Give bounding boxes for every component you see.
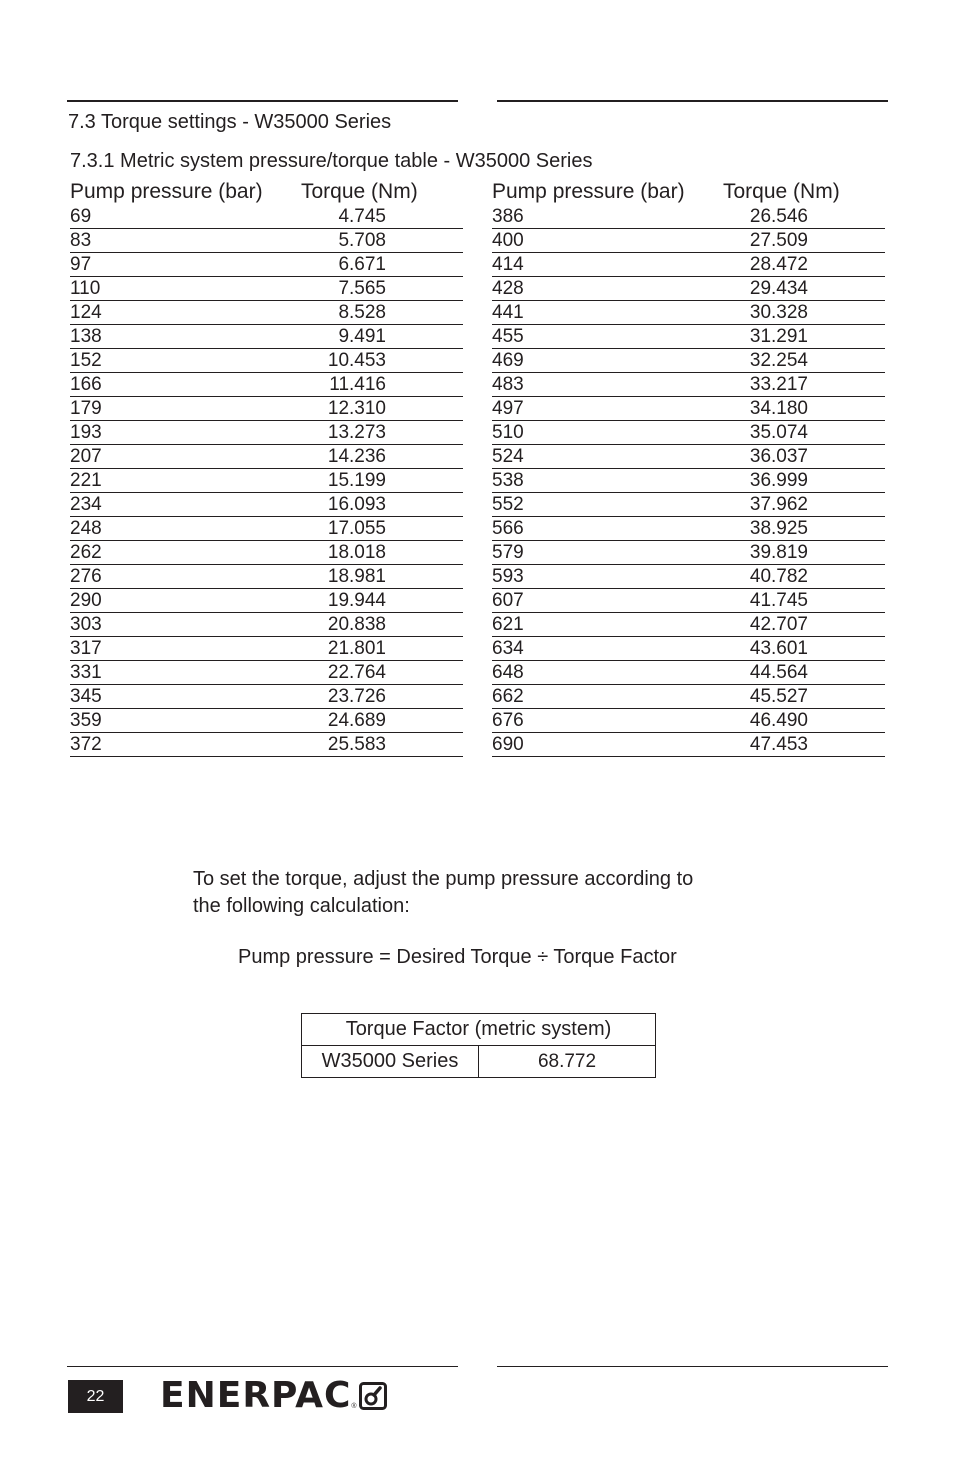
torque-cell: 17.055 — [301, 517, 463, 541]
pressure-cell: 138 — [70, 325, 301, 349]
pressure-cell: 193 — [70, 421, 301, 445]
table-row — [70, 445, 463, 469]
table-row — [70, 613, 463, 637]
pressure-cell: 455 — [492, 325, 723, 349]
table-row — [492, 517, 885, 541]
table-row — [492, 589, 885, 613]
table-row — [492, 277, 885, 301]
pressure-cell: 428 — [492, 277, 723, 301]
pressure-cell: 97 — [70, 253, 301, 277]
torque-cell: 10.453 — [301, 349, 463, 373]
pressure-cell: 69 — [70, 205, 301, 229]
wrench-logo-icon — [359, 1382, 387, 1410]
pressure-cell: 593 — [492, 565, 723, 589]
table-row — [70, 589, 463, 613]
torque-cell: 8.528 — [301, 301, 463, 325]
table-row — [70, 349, 463, 373]
torque-cell: 9.491 — [301, 325, 463, 349]
pressure-cell: 469 — [492, 349, 723, 373]
instruction-line-1: To set the torque, adjust the pump pressure according to — [193, 868, 694, 890]
logo-registered-mark: ® — [351, 1403, 357, 1410]
torque-cell: 42.707 — [723, 613, 885, 637]
torque-factor-table — [301, 1013, 656, 1078]
table-row — [70, 637, 463, 661]
torque-cell: 5.708 — [301, 229, 463, 253]
pressure-cell: 579 — [492, 541, 723, 565]
pressure-cell: 483 — [492, 373, 723, 397]
pressure-cell: 386 — [492, 205, 723, 229]
pressure-cell: 538 — [492, 469, 723, 493]
table-row — [70, 469, 463, 493]
torque-cell: 40.782 — [723, 565, 885, 589]
pressure-cell: 414 — [492, 253, 723, 277]
torque-cell: 22.764 — [301, 661, 463, 685]
torque-cell: 33.217 — [723, 373, 885, 397]
formula-text: Pump pressure = Desired Torque ÷ Torque Factor — [238, 946, 677, 968]
table-row — [492, 349, 885, 373]
torque-cell: 20.838 — [301, 613, 463, 637]
instruction-text — [193, 866, 793, 920]
torque-cell: 31.291 — [723, 325, 885, 349]
table-row — [70, 733, 463, 757]
top-rule-left — [67, 100, 458, 102]
table-row — [492, 229, 885, 253]
footer-rule-left — [67, 1366, 458, 1367]
pressure-cell: 372 — [70, 733, 301, 757]
torque-cell: 18.981 — [301, 565, 463, 589]
page-number: 22 — [68, 1380, 123, 1413]
table-row — [492, 733, 885, 757]
table-row — [492, 661, 885, 685]
pressure-cell: 400 — [492, 229, 723, 253]
table-row — [492, 709, 885, 733]
torque-cell: 44.564 — [723, 661, 885, 685]
logo-wordmark: ENERPAC — [160, 1375, 352, 1416]
torque-cell: 16.093 — [301, 493, 463, 517]
table-row — [70, 517, 463, 541]
torque-cell: 45.527 — [723, 685, 885, 709]
torque-cell: 13.273 — [301, 421, 463, 445]
pressure-cell: 83 — [70, 229, 301, 253]
torque-cell: 35.074 — [723, 421, 885, 445]
torque-cell: 24.689 — [301, 709, 463, 733]
table-row — [492, 325, 885, 349]
table-row — [492, 421, 885, 445]
table-row — [70, 661, 463, 685]
torque-cell: 23.726 — [301, 685, 463, 709]
pressure-cell: 166 — [70, 373, 301, 397]
torque-cell: 21.801 — [301, 637, 463, 661]
pressure-cell: 621 — [492, 613, 723, 637]
table-row — [70, 493, 463, 517]
torque-cell: 14.236 — [301, 445, 463, 469]
table-row — [70, 253, 463, 277]
torque-cell: 12.310 — [301, 397, 463, 421]
enerpac-logo — [160, 1375, 387, 1416]
torque-cell: 26.546 — [723, 205, 885, 229]
torque-cell: 27.509 — [723, 229, 885, 253]
pressure-cell: 634 — [492, 637, 723, 661]
pressure-cell: 566 — [492, 517, 723, 541]
table-row — [492, 565, 885, 589]
table-row — [70, 541, 463, 565]
pressure-cell: 248 — [70, 517, 301, 541]
torque-cell: 43.601 — [723, 637, 885, 661]
table-row — [492, 301, 885, 325]
table-row — [492, 613, 885, 637]
pressure-cell: 290 — [70, 589, 301, 613]
table-row — [492, 205, 885, 229]
pressure-cell: 110 — [70, 277, 301, 301]
torque-cell: 47.453 — [723, 733, 885, 757]
pressure-cell: 221 — [70, 469, 301, 493]
pressure-cell: 303 — [70, 613, 301, 637]
pressure-cell: 524 — [492, 445, 723, 469]
table-row — [492, 469, 885, 493]
pressure-cell: 152 — [70, 349, 301, 373]
pressure-cell: 262 — [70, 541, 301, 565]
table-row — [70, 421, 463, 445]
pressure-cell: 124 — [70, 301, 301, 325]
table-row — [492, 493, 885, 517]
torque-cell: 19.944 — [301, 589, 463, 613]
torque-cell: 28.472 — [723, 253, 885, 277]
pressure-cell: 331 — [70, 661, 301, 685]
pressure-torque-table-right — [492, 179, 885, 757]
table-row — [70, 205, 463, 229]
table-row — [70, 685, 463, 709]
column-header-pressure: Pump pressure (bar) — [492, 180, 685, 203]
torque-cell: 41.745 — [723, 589, 885, 613]
table-row — [492, 397, 885, 421]
torque-cell: 39.819 — [723, 541, 885, 565]
pressure-torque-table-left — [70, 179, 463, 757]
pressure-cell: 648 — [492, 661, 723, 685]
torque-cell: 30.328 — [723, 301, 885, 325]
torque-cell: 18.018 — [301, 541, 463, 565]
pressure-cell: 207 — [70, 445, 301, 469]
torque-cell: 38.925 — [723, 517, 885, 541]
table-row — [70, 397, 463, 421]
subsection-heading: 7.3.1 Metric system pressure/torque table - W35000 Series — [70, 150, 593, 172]
pressure-cell: 607 — [492, 589, 723, 613]
top-rule-right — [497, 100, 888, 102]
torque-cell: 46.490 — [723, 709, 885, 733]
torque-cell: 37.962 — [723, 493, 885, 517]
torque-cell: 6.671 — [301, 253, 463, 277]
table-row — [70, 565, 463, 589]
table-row — [70, 709, 463, 733]
torque-factor-header: Torque Factor (metric system) — [302, 1014, 656, 1046]
torque-cell: 36.999 — [723, 469, 885, 493]
column-header-torque: Torque (Nm) — [301, 180, 418, 203]
pressure-cell: 662 — [492, 685, 723, 709]
pressure-cell: 276 — [70, 565, 301, 589]
torque-cell: 7.565 — [301, 277, 463, 301]
footer-rule-right — [497, 1366, 888, 1367]
table-row — [70, 229, 463, 253]
torque-cell: 32.254 — [723, 349, 885, 373]
torque-cell: 15.199 — [301, 469, 463, 493]
table-row — [70, 277, 463, 301]
table-row — [492, 253, 885, 277]
pressure-cell: 690 — [492, 733, 723, 757]
pressure-cell: 497 — [492, 397, 723, 421]
torque-cell: 36.037 — [723, 445, 885, 469]
torque-factor-value: 68.772 — [479, 1046, 656, 1078]
pressure-cell: 441 — [492, 301, 723, 325]
pressure-cell: 345 — [70, 685, 301, 709]
torque-cell: 29.434 — [723, 277, 885, 301]
table-row — [492, 373, 885, 397]
instruction-line-2: the following calculation: — [193, 895, 410, 917]
pressure-cell: 179 — [70, 397, 301, 421]
table-row — [492, 637, 885, 661]
table-row — [70, 325, 463, 349]
table-row — [492, 685, 885, 709]
torque-factor-series: W35000 Series — [302, 1046, 479, 1078]
pressure-cell: 234 — [70, 493, 301, 517]
torque-cell: 4.745 — [301, 205, 463, 229]
section-heading: 7.3 Torque settings - W35000 Series — [68, 111, 392, 133]
table-row — [70, 301, 463, 325]
table-row — [492, 541, 885, 565]
torque-cell: 11.416 — [301, 373, 463, 397]
column-header-torque: Torque (Nm) — [723, 180, 840, 203]
pressure-cell: 510 — [492, 421, 723, 445]
pressure-cell: 552 — [492, 493, 723, 517]
table-row — [70, 373, 463, 397]
torque-cell: 34.180 — [723, 397, 885, 421]
pressure-cell: 359 — [70, 709, 301, 733]
pressure-cell: 676 — [492, 709, 723, 733]
column-header-pressure: Pump pressure (bar) — [70, 180, 263, 203]
table-row — [492, 445, 885, 469]
torque-cell: 25.583 — [301, 733, 463, 757]
pressure-cell: 317 — [70, 637, 301, 661]
